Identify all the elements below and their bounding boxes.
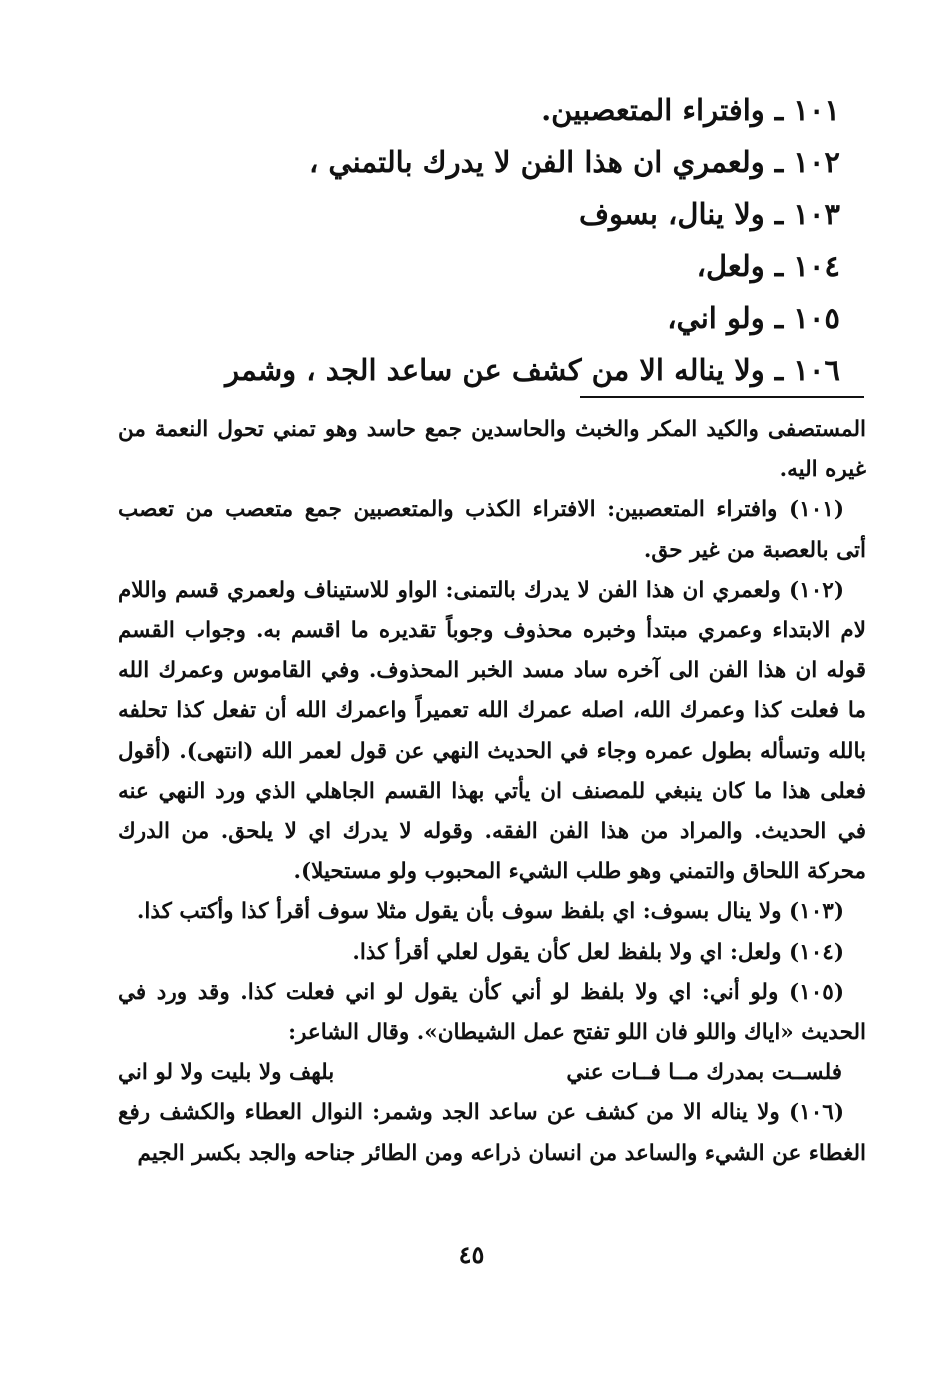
note-101: (١٠١) وافتراء المتعصبين: الافتراء الكذب والمتعصبين جمع متعصب من تعصب أتى بالعصبة من غير حق. xyxy=(118,497,866,563)
footnote-divider xyxy=(580,396,864,398)
note-104: (١٠٤) ولعل: اي ولا بلفظ لعل كأن يقول لعلي أقرأ كذا. xyxy=(352,939,844,965)
line-text: ولو اني، xyxy=(667,301,765,335)
line-number: ١٠٤ xyxy=(793,249,840,283)
line-text: وافتراء المتعصبين. xyxy=(541,93,765,127)
line-text: ولا يناله الا من كشف عن ساعد الجد ، وشمر xyxy=(225,353,765,387)
commentary xyxy=(118,410,866,1174)
line-106 xyxy=(225,344,840,396)
line-dash: ـ xyxy=(774,197,784,231)
note-105: (١٠٥) ولو أني: اي ولا بلفظ لو أني كأن يقول لو اني فعلت كذا. وقد ورد في الحديث «اياك واللو فان اللو تفتح عمل الشيطان». وقال الشاعر: xyxy=(118,979,866,1046)
line-105 xyxy=(240,292,840,344)
line-text: ولعل، xyxy=(696,249,765,283)
numbered-lines xyxy=(225,84,840,396)
line-dash: ـ xyxy=(774,353,784,387)
line-dash: ـ xyxy=(774,301,784,335)
line-text: ولعمري ان هذا الفن لا يدرك بالتمني ، xyxy=(308,145,765,179)
line-number: ١٠٣ xyxy=(793,197,840,231)
poem-verse xyxy=(118,1053,866,1093)
line-dash: ـ xyxy=(774,249,784,283)
line-number: ١٠٢ xyxy=(793,145,840,179)
note-continuation: المستصفى والكيد المكر والخبث والحاسدين جمع حاسد وهو تمني تحول النعمة من غيره اليه. xyxy=(118,417,866,483)
note-103: (١٠٣) ولا ينال بسوف: اي بلفظ سوف بأن يقول مثلا سوف أقرأ كذا وأكتب كذا. xyxy=(136,899,844,925)
line-102 xyxy=(240,136,840,188)
line-number: ١٠٦ xyxy=(793,353,840,387)
note-106: (١٠٦) ولا يناله الا من كشف عن ساعد الجد وشمر: النوال العطاء والكشف رفع الغطاء عن الشيء والساعد من انسان ذراعه ومن الطائر جناحه والجد بكسر الجيم xyxy=(118,1100,866,1166)
line-dash: ـ xyxy=(774,145,784,179)
line-104 xyxy=(240,240,840,292)
verse-second-hemistich: بلهف ولا بليت ولا لو اني xyxy=(118,1060,335,1086)
line-dash: ـ xyxy=(774,93,784,127)
page-number: ٤٥ xyxy=(458,1240,485,1269)
line-number: ١٠١ xyxy=(793,93,840,127)
note-102: (١٠٢) ولعمري ان هذا الفن لا يدرك بالتمنى: الواو للاستيناف ولعمري قسم واللام لام الابتداء وعمري مبتدأ وخبره محذوف وجوباً تقديره ما اقسم به. وجواب القسم قوله ان هذا الفن الى آخره ساد مسد الخبر المحذوف. وفي القاموس وعمرك الله ما فعلت كذا وعمرك الله، اصله عمرك الله تعميراً واعمرك الله أن تفعل كذا تحلفه بالله وتسأله بطول عمره وجاء في الحديث النهي عن قول لعمر الله (انتهى). (أقول فعلى هذا ما كان ينبغي للمصنف ان يأتي بهذا القسم الجاهلي الذي ورد النهي عنه في الحديث. والمراد من هذا الفن الفقه. وقوله لا يدرك اي لا يلحق. من الدرك محركة اللحاق والتمني وهو طلب الشيء المحبوب ولو مستحيلا). xyxy=(118,577,866,885)
line-103 xyxy=(240,188,840,240)
line-text: ولا ينال، بسوف xyxy=(578,197,765,231)
line-number: ١٠٥ xyxy=(793,301,840,335)
verse-first-hemistich: فلســت بمدرك مــا فــات عني xyxy=(566,1060,842,1086)
line-101 xyxy=(240,84,840,136)
